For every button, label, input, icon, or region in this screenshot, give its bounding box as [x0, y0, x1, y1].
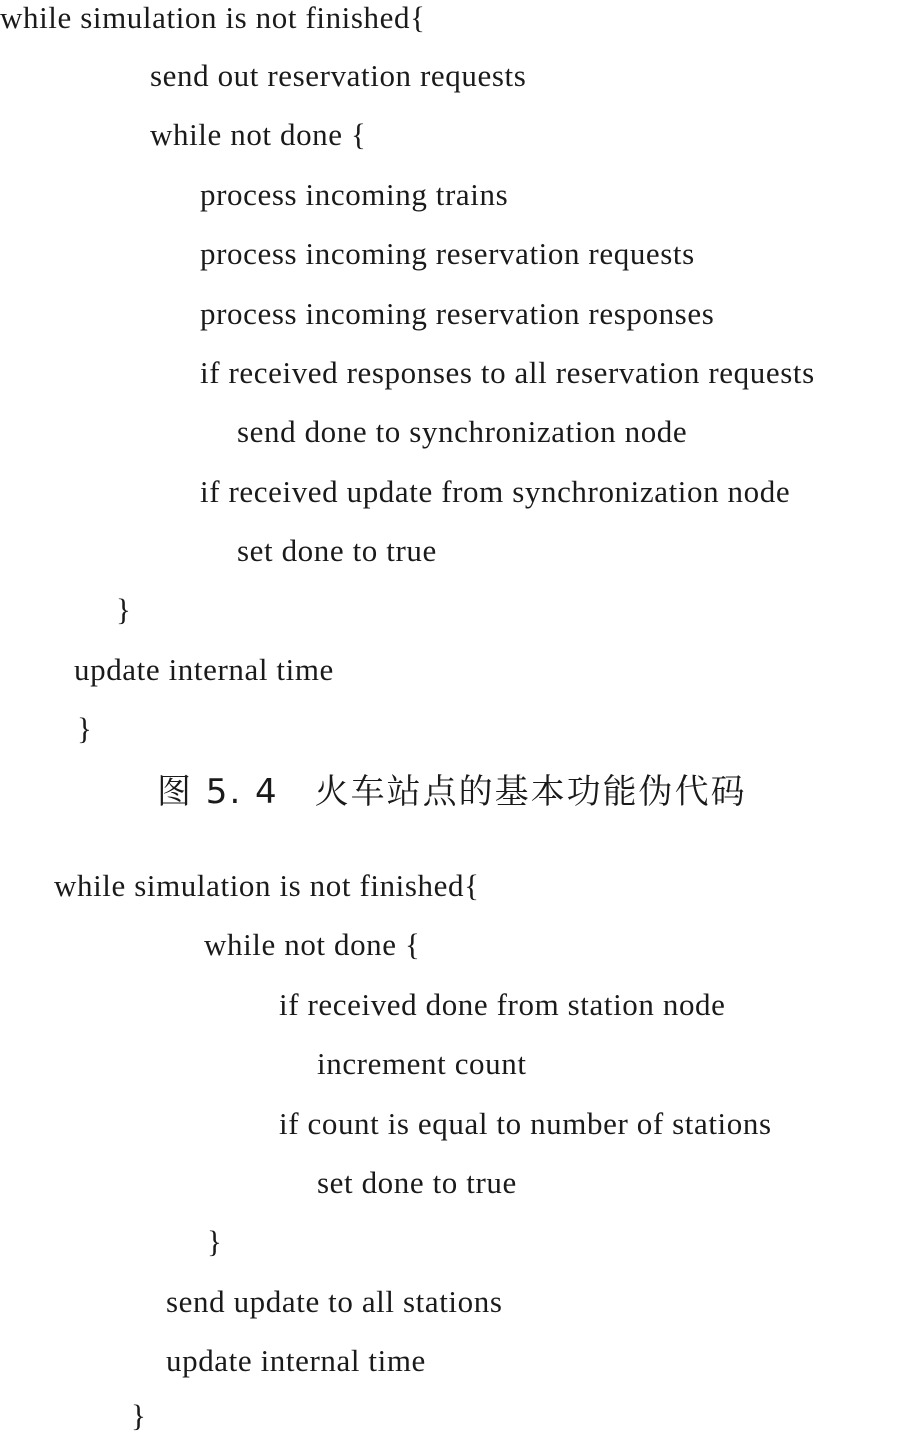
code-line: while simulation is not finished{ [54, 868, 480, 903]
code-line: increment count [317, 1046, 527, 1081]
code-line: send done to synchronization node [237, 414, 688, 449]
code-line: process incoming reservation requests [200, 236, 695, 271]
code-line: } [207, 1224, 223, 1259]
code-line: if count is equal to number of stations [279, 1106, 772, 1141]
code-line: process incoming reservation responses [200, 296, 715, 331]
code-line: while simulation is not finished{ [0, 0, 426, 35]
figure-caption: 图 5. 4 火车站点的基本功能伪代码 [157, 772, 747, 812]
code-line: send out reservation requests [150, 58, 527, 93]
code-line: } [116, 592, 132, 627]
code-line: if received responses to all reservation requests [200, 355, 815, 390]
code-line: send update to all stations [166, 1284, 503, 1319]
code-line: set done to true [237, 533, 437, 568]
code-line: while not done { [204, 927, 421, 962]
code-line: update internal time [74, 652, 334, 687]
code-line: if received done from station node [279, 987, 726, 1022]
code-line: if received update from synchronization node [200, 474, 791, 509]
code-line: } [131, 1398, 147, 1433]
code-line: } [77, 711, 93, 746]
code-line: process incoming trains [200, 177, 509, 212]
code-line: update internal time [166, 1343, 426, 1378]
code-line: while not done { [150, 117, 367, 152]
code-line: set done to true [317, 1165, 517, 1200]
